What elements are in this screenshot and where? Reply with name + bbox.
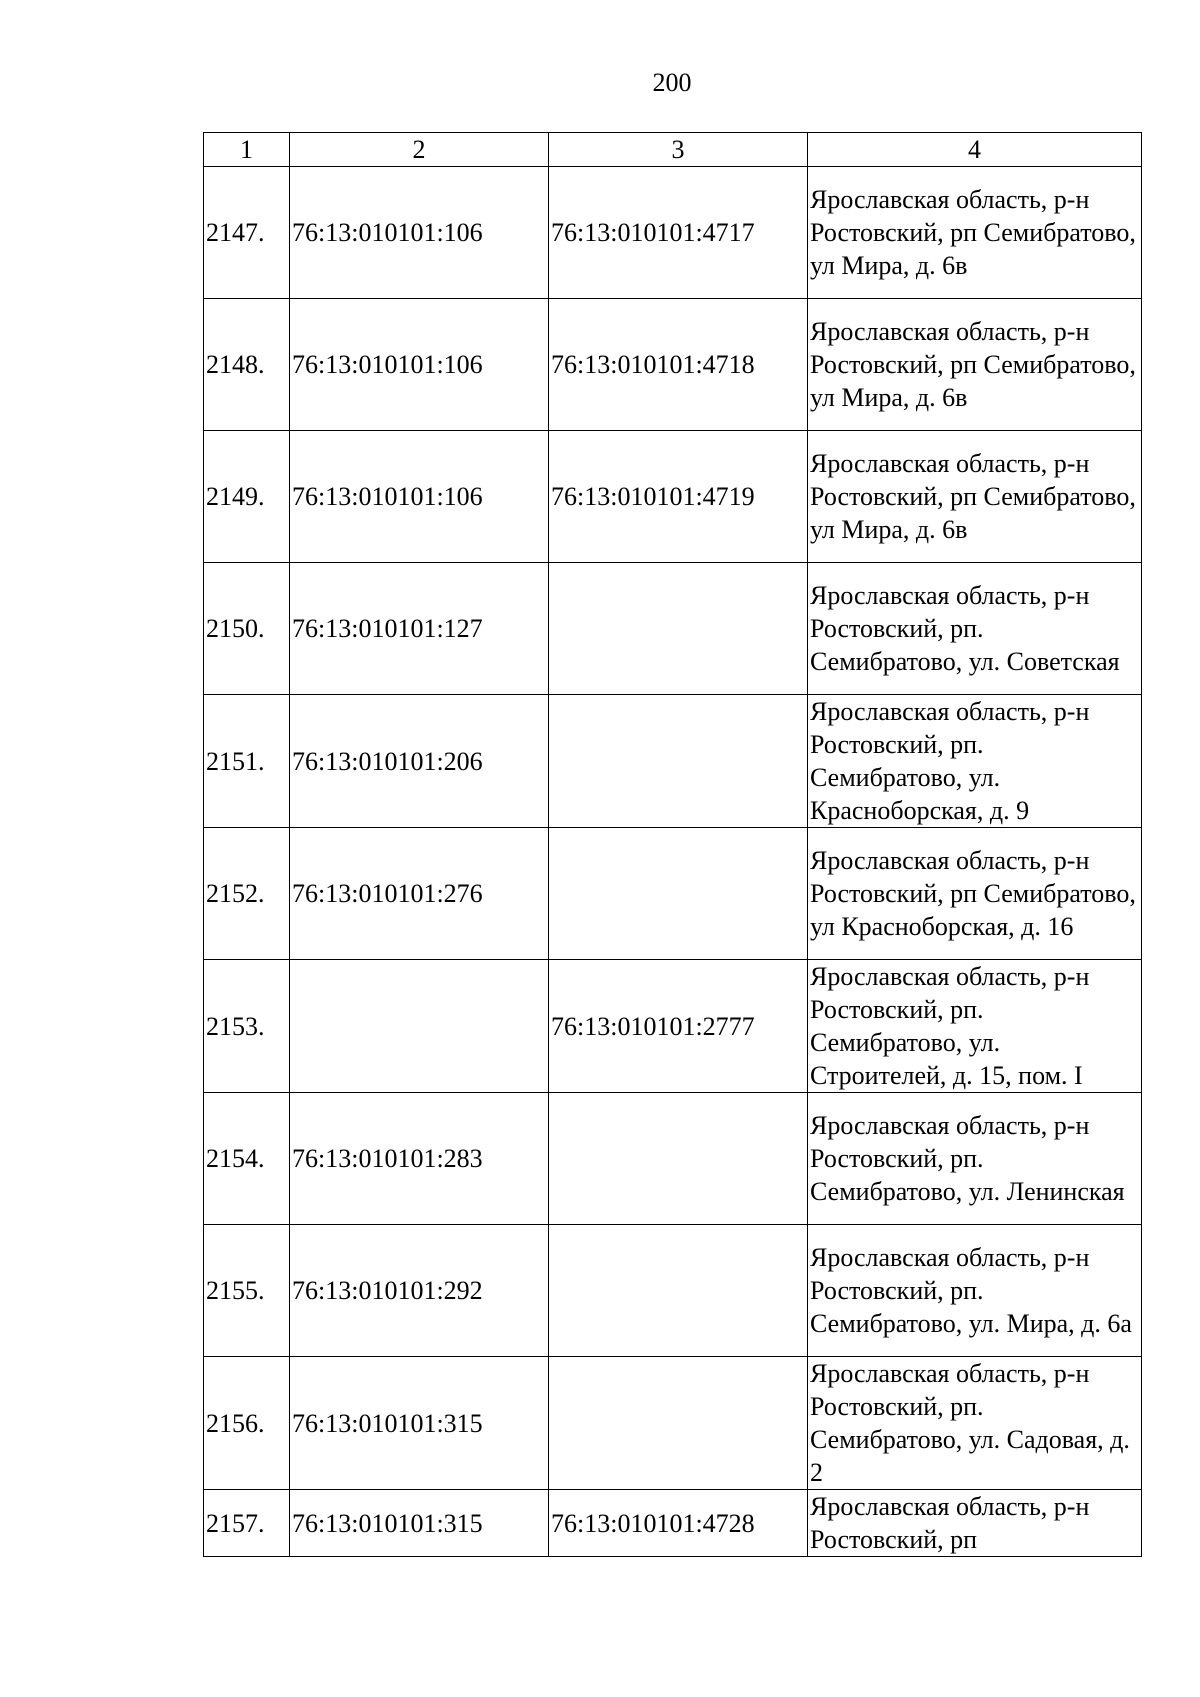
address: Ярославская область, р-н Ростовский, рп. Семибратово, ул. Садовая, д. 2 xyxy=(808,1357,1142,1490)
address: Ярославская область, р-н Ростовский, рп. Семибратово, ул. Ленинская xyxy=(808,1093,1142,1225)
table-row xyxy=(204,167,1142,299)
address: Ярославская область, р-н Ростовский, рп xyxy=(808,1490,1142,1557)
column-header-1: 1 xyxy=(204,133,290,167)
row-number: 2152. xyxy=(204,828,290,960)
address: Ярославская область, р-н Ростовский, рп Семибратово, ул Мира, д. 6в xyxy=(808,299,1142,431)
address: Ярославская область, р-н Ростовский, рп Семибратово, ул Мира, д. 6в xyxy=(808,431,1142,563)
table-row xyxy=(204,1490,1142,1557)
cadastral-number-secondary xyxy=(549,828,808,960)
cadastral-number-primary: 76:13:010101:127 xyxy=(290,563,549,695)
cadastral-number-primary: 76:13:010101:283 xyxy=(290,1093,549,1225)
cadastral-number-primary: 76:13:010101:276 xyxy=(290,828,549,960)
address: Ярославская область, р-н Ростовский, рп. Семибратово, ул. Советская xyxy=(808,563,1142,695)
cadastral-number-secondary xyxy=(549,695,808,828)
cadastral-number-primary xyxy=(290,960,549,1093)
registry-table xyxy=(203,132,1142,1557)
row-number: 2150. xyxy=(204,563,290,695)
cadastral-number-secondary xyxy=(549,1357,808,1490)
address: Ярославская область, р-н Ростовский, рп Семибратово, ул Красноборская, д. 16 xyxy=(808,828,1142,960)
table-body xyxy=(204,167,1142,1557)
cadastral-number-secondary: 76:13:010101:4719 xyxy=(549,431,808,563)
cadastral-number-secondary xyxy=(549,1225,808,1357)
address: Ярославская область, р-н Ростовский, рп. Семибратово, ул. Мира, д. 6а xyxy=(808,1225,1142,1357)
row-number: 2157. xyxy=(204,1490,290,1557)
cadastral-number-secondary: 76:13:010101:4728 xyxy=(549,1490,808,1557)
table-row xyxy=(204,299,1142,431)
address: Ярославская область, р-н Ростовский, рп. Семибратово, ул. Строителей, д. 15, пом. I xyxy=(808,960,1142,1093)
cadastral-number-primary: 76:13:010101:106 xyxy=(290,167,549,299)
row-number: 2151. xyxy=(204,695,290,828)
table-row xyxy=(204,828,1142,960)
cadastral-number-primary: 76:13:010101:315 xyxy=(290,1490,549,1557)
table-row xyxy=(204,563,1142,695)
row-number: 2154. xyxy=(204,1093,290,1225)
cadastral-number-primary: 76:13:010101:206 xyxy=(290,695,549,828)
cadastral-number-primary: 76:13:010101:106 xyxy=(290,431,549,563)
table-row xyxy=(204,1225,1142,1357)
cadastral-number-primary: 76:13:010101:292 xyxy=(290,1225,549,1357)
cadastral-number-primary: 76:13:010101:106 xyxy=(290,299,549,431)
cadastral-number-primary: 76:13:010101:315 xyxy=(290,1357,549,1490)
row-number: 2156. xyxy=(204,1357,290,1490)
address: Ярославская область, р-н Ростовский, рп Семибратово, ул Мира, д. 6в xyxy=(808,167,1142,299)
cadastral-number-secondary: 76:13:010101:4717 xyxy=(549,167,808,299)
table-row xyxy=(204,1357,1142,1490)
address: Ярославская область, р-н Ростовский, рп. Семибратово, ул. Красноборская, д. 9 xyxy=(808,695,1142,828)
page-number: 200 xyxy=(652,68,692,97)
column-header-4: 4 xyxy=(808,133,1142,167)
row-number: 2147. xyxy=(204,167,290,299)
cadastral-number-secondary: 76:13:010101:4718 xyxy=(549,299,808,431)
row-number: 2148. xyxy=(204,299,290,431)
table-row xyxy=(204,1093,1142,1225)
cadastral-number-secondary xyxy=(549,1093,808,1225)
cadastral-number-secondary xyxy=(549,563,808,695)
column-header-2: 2 xyxy=(290,133,549,167)
row-number: 2155. xyxy=(204,1225,290,1357)
row-number: 2153. xyxy=(204,960,290,1093)
table-row xyxy=(204,431,1142,563)
column-header-3: 3 xyxy=(549,133,808,167)
table-row xyxy=(204,695,1142,828)
table-header xyxy=(204,133,1142,167)
cadastral-number-secondary: 76:13:010101:2777 xyxy=(549,960,808,1093)
table-row xyxy=(204,960,1142,1093)
header-row xyxy=(204,133,1142,167)
row-number: 2149. xyxy=(204,431,290,563)
